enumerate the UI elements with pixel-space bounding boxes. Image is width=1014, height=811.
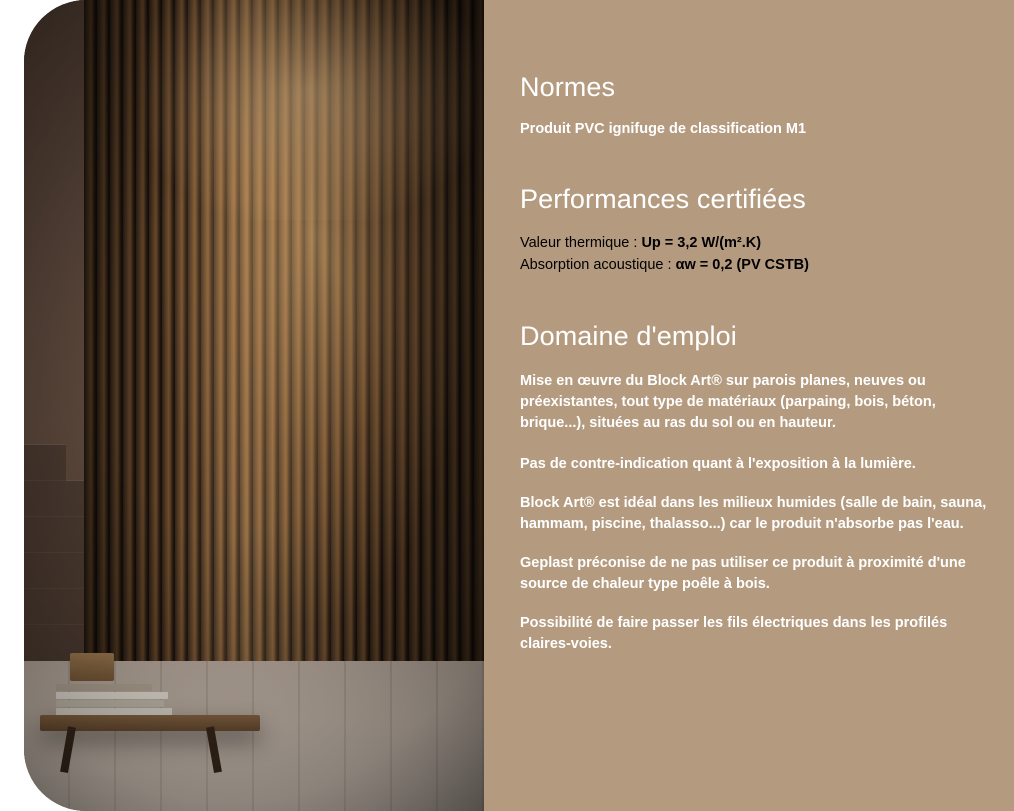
performance-label-thermique: Valeur thermique : — [520, 235, 642, 252]
text-panel — [484, 0, 1014, 811]
domaine-emploi-paragraphs — [520, 371, 992, 655]
text-content — [520, 72, 992, 655]
performance-label-acoustique: Absorption acoustique : — [520, 256, 676, 273]
wooden-box — [70, 653, 114, 681]
interior-slatted-wood-wall-photo — [24, 0, 484, 811]
performance-value-thermique: Up = 3,2 W/(m².K) — [641, 235, 762, 252]
performance-value-acoustique: αw = 0,2 (PV CSTB) — [675, 256, 809, 273]
domaine-paragraph-3: Block Art® est idéal dans les milieux humides (salle de bain, sauna, hammam, piscine, thalasso...) car le produit n'absorbe pas l'eau. — [520, 494, 987, 532]
domaine-paragraph-1: Mise en œuvre du Block Art® sur parois planes, neuves ou préexistantes, tout type de matériaux (parpaing, bois, béton, brique...), situées au ras du sol ou en hauteur. — [520, 372, 936, 431]
book-stack — [56, 681, 176, 715]
spacer — [520, 140, 992, 184]
spacer — [520, 352, 992, 371]
performance-line-thermique — [520, 233, 992, 255]
slat-wall — [84, 0, 484, 691]
section-title-domaine-emploi: Domaine d'emploi — [520, 320, 737, 351]
photo-panel — [0, 0, 484, 811]
domaine-paragraph-4: Geplast préconise de ne pas utiliser ce produit à proximité d'une source de chaleur type poêle à bois. — [520, 554, 966, 592]
spacer — [520, 215, 992, 233]
normes-paragraph: Produit PVC ignifuge de classification M1 — [520, 121, 807, 138]
section-title-normes: Normes — [520, 72, 616, 102]
performance-line-acoustique — [520, 255, 992, 277]
spacer — [520, 277, 992, 321]
section-title-performances: Performances certifiées — [520, 184, 806, 215]
domaine-paragraph-2: Pas de contre-indication quant à l'exposition à la lumière. — [520, 455, 916, 472]
domaine-paragraph-5: Possibilité de faire passer les fils électriques dans les profilés claires-voies. — [520, 614, 948, 652]
